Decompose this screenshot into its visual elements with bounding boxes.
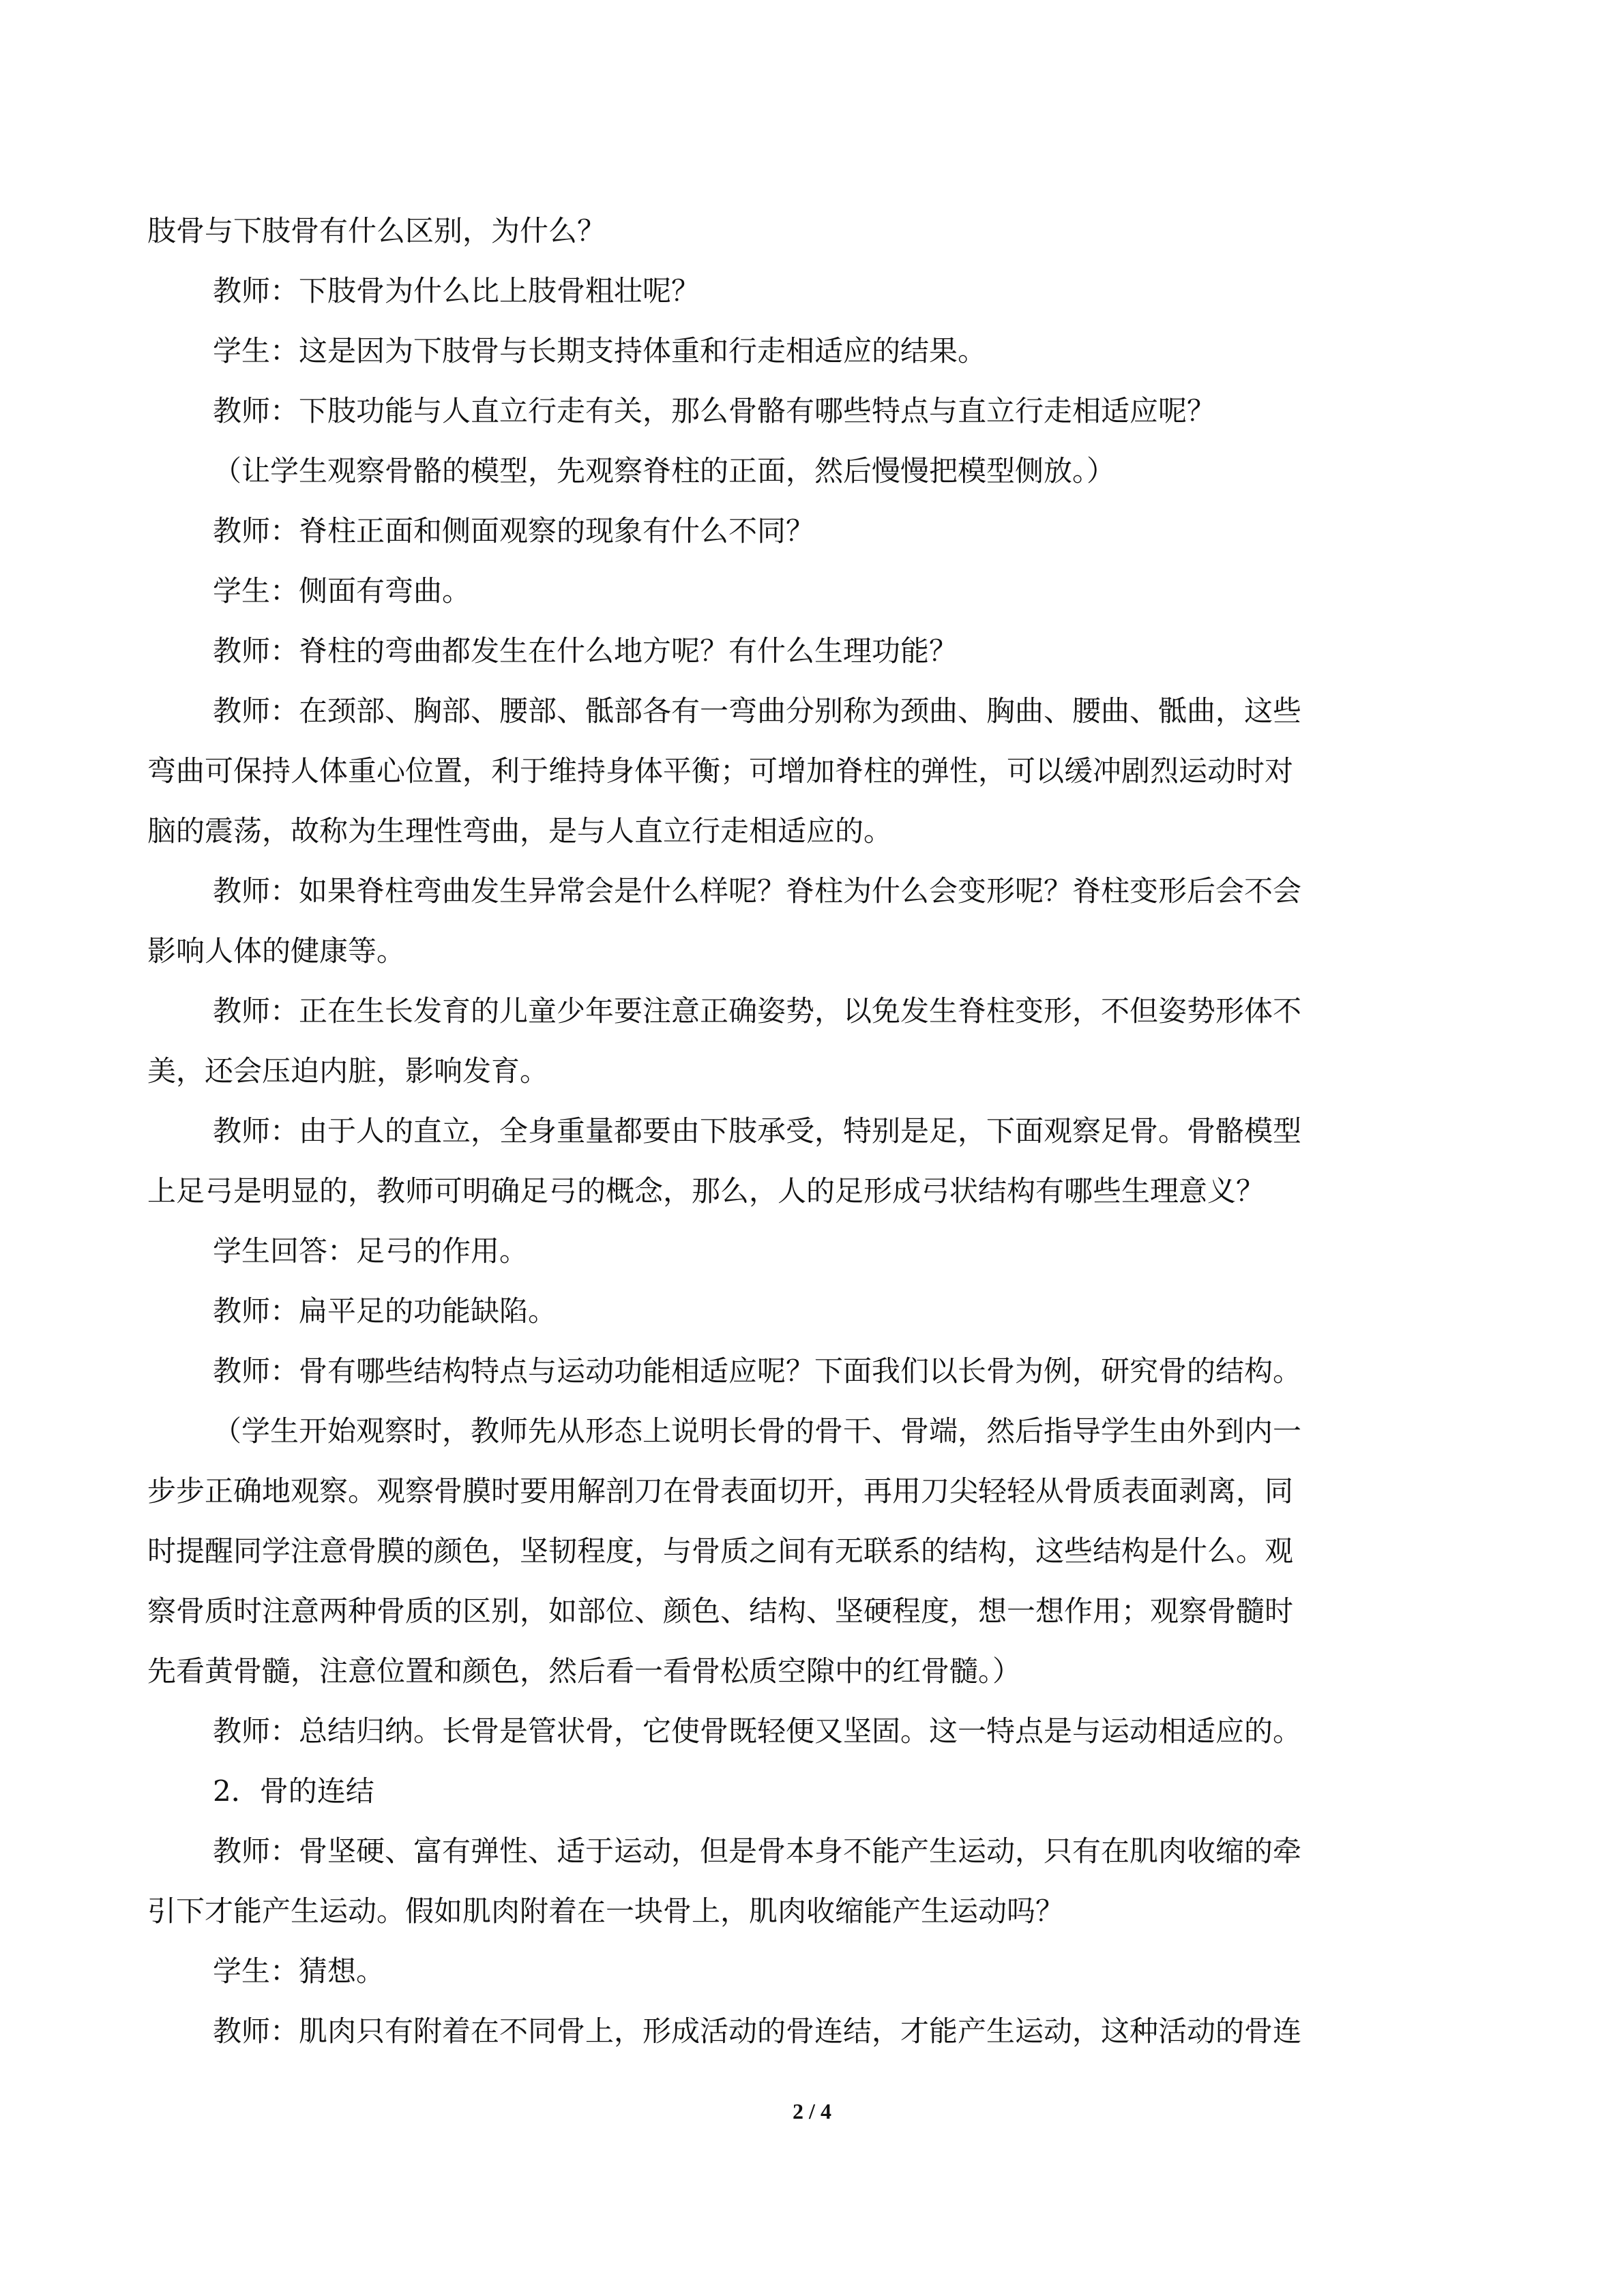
- text-line: 2．骨的连结: [213, 1774, 374, 1808]
- text-line: （让学生观察骨骼的模型，先观察脊柱的正面，然后慢慢把模型侧放。）: [213, 454, 1116, 488]
- text-line: 美，还会压迫内脏，影响发育。: [147, 1054, 549, 1088]
- text-line: 时提醒同学注意骨膜的颜色，坚韧程度，与骨质之间有无联系的结构，这些结构是什么。观: [147, 1534, 1294, 1568]
- text-line: 教师：总结归纳。长骨是管状骨，它使骨既轻便又坚固。这一特点是与运动相适应的。: [213, 1714, 1302, 1748]
- text-line: 学生回答：足弓的作用。: [213, 1234, 529, 1268]
- text-line: 学生：侧面有弯曲。: [213, 574, 471, 608]
- text-line: 肢骨与下肢骨有什么区别，为什么？: [147, 214, 606, 248]
- text-line: 教师：骨坚硬、富有弹性、适于运动，但是骨本身不能产生运动，只有在肌肉收缩的牵: [213, 1834, 1302, 1868]
- text-line: 察骨质时注意两种骨质的区别，如部位、颜色、结构、坚硬程度，想一想作用；观察骨髓时: [147, 1594, 1294, 1628]
- text-line: 教师：脊柱正面和侧面观察的现象有什么不同？: [213, 514, 815, 548]
- text-line: 先看黄骨髓，注意位置和颜色，然后看一看骨松质空隙中的红骨髓。）: [147, 1654, 1022, 1688]
- text-line: 教师：扁平足的功能缺陷。: [213, 1294, 557, 1328]
- text-line: 弯曲可保持人体重心位置，利于维持身体平衡；可增加脊柱的弹性，可以缓冲剧烈运动时对: [147, 754, 1294, 788]
- text-line: 教师：正在生长发育的儿童少年要注意正确姿势，以免发生脊柱变形，不但姿势形体不: [213, 994, 1302, 1028]
- text-line: （学生开始观察时，教师先从形态上说明长骨的骨干、骨端，然后指导学生由外到内一: [213, 1414, 1302, 1448]
- text-line: 教师：骨有哪些结构特点与运动功能相适应呢？下面我们以长骨为例，研究骨的结构。: [213, 1354, 1302, 1388]
- text-line: 教师：在颈部、胸部、腰部、骶部各有一弯曲分别称为颈曲、胸曲、腰曲、骶曲，这些: [213, 694, 1302, 728]
- page-number: 2 / 4: [793, 2099, 831, 2123]
- text-line: 步步正确地观察。观察骨膜时要用解剖刀在骨表面切开，再用刀尖轻轻从骨质表面剥离，同: [147, 1474, 1294, 1508]
- body-text: [147, 201, 1460, 2061]
- text-line: 影响人体的健康等。: [147, 934, 406, 968]
- text-line: 教师：如果脊柱弯曲发生异常会是什么样呢？脊柱为什么会变形呢？脊柱变形后会不会: [213, 874, 1302, 908]
- text-line: 上足弓是明显的，教师可明确足弓的概念，那么，人的足形成弓状结构有哪些生理意义？: [147, 1174, 1265, 1208]
- text-line: 学生：猜想。: [213, 1954, 385, 1988]
- text-line: 教师：由于人的直立，全身重量都要由下肢承受，特别是足，下面观察足骨。骨骼模型: [213, 1114, 1302, 1148]
- text-line: 教师：下肢骨为什么比上肢骨粗壮呢？: [213, 274, 700, 308]
- text-line: 学生：这是因为下肢骨与长期支持体重和行走相适应的结果。: [213, 334, 987, 368]
- text-line: 脑的震荡，故称为生理性弯曲，是与人直立行走相适应的。: [147, 814, 893, 848]
- text-line: 教师：下肢功能与人直立行走有关，那么骨骼有哪些特点与直立行走相适应呢？: [213, 394, 1216, 428]
- text-line: 教师：脊柱的弯曲都发生在什么地方呢？有什么生理功能？: [213, 634, 958, 668]
- text-line: 教师：肌肉只有附着在不同骨上，形成活动的骨连结，才能产生运动，这种活动的骨连: [213, 2014, 1302, 2048]
- text-line: 引下才能产生运动。假如肌肉附着在一块骨上，肌肉收缩能产生运动吗？: [147, 1894, 1065, 1928]
